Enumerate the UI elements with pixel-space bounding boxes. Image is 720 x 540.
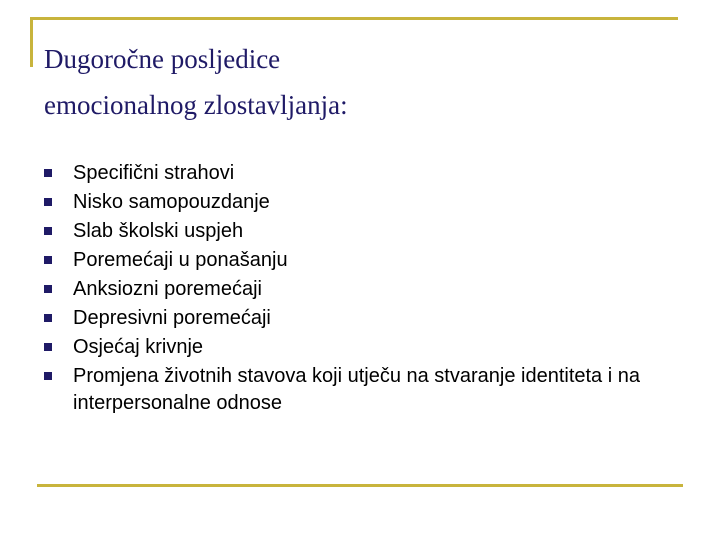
list-item <box>44 363 664 417</box>
bottom-border-line <box>37 484 683 487</box>
list-item <box>44 160 664 187</box>
list-item <box>44 334 664 361</box>
list-item-text: Osjećaj krivnje <box>73 336 204 358</box>
square-bullet-icon <box>44 372 52 380</box>
left-border-line <box>30 17 33 67</box>
top-border-line <box>30 17 678 20</box>
square-bullet-icon <box>44 227 52 235</box>
list-item-text: Slab školski uspjeh <box>73 220 244 242</box>
list-item-text: Depresivni poremećaji <box>73 307 271 329</box>
list-item <box>44 189 664 216</box>
list-item <box>44 218 664 245</box>
square-bullet-icon <box>44 314 52 322</box>
title-line-1: Dugoročne posljedice <box>44 44 281 74</box>
square-bullet-icon <box>44 285 52 293</box>
list-item-text: Poremećaji u ponašanju <box>73 249 288 271</box>
square-bullet-icon <box>44 343 52 351</box>
list-item <box>44 305 664 332</box>
list-item-text: Nisko samopouzdanje <box>73 191 270 213</box>
title-line-2: emocionalnog zlostavljanja: <box>44 90 348 120</box>
square-bullet-icon <box>44 256 52 264</box>
square-bullet-icon <box>44 198 52 206</box>
square-bullet-icon <box>44 169 52 177</box>
slide-title <box>44 36 684 128</box>
list-item-text: Anksiozni poremećaji <box>73 278 262 300</box>
list-item <box>44 276 664 303</box>
bullet-list <box>44 160 664 419</box>
list-item-text: Specifični strahovi <box>73 162 235 184</box>
list-item-text: Promjena životnih stavova koji utječu na stvaranje identiteta i na interpersonalne odnose <box>73 365 640 414</box>
list-item <box>44 247 664 274</box>
